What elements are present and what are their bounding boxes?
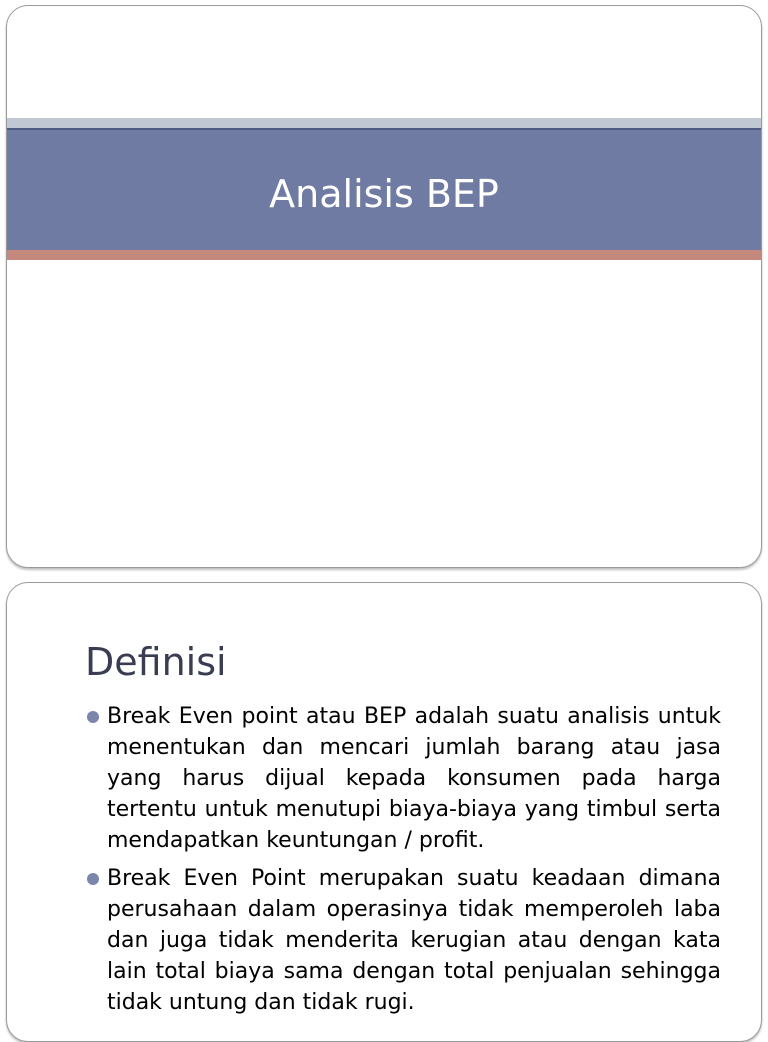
bullet-item	[85, 863, 721, 1018]
round-bullet-icon	[87, 873, 99, 885]
definition-slide	[6, 582, 762, 1042]
slide-heading: Definisi	[85, 640, 227, 684]
title-band	[7, 128, 761, 250]
bullet-list	[85, 701, 721, 1025]
title-bottom-accent-band	[7, 250, 761, 260]
bullet-item	[85, 701, 721, 856]
bullet-text: Break Even Point merupakan suatu keadaan dimana perusahaan dalam operasinya tidak memperoleh laba dan juga tidak menderita kerugian atau dengan kata lain total biaya sama dengan total penjualan sehingga tidak untung dan tidak rugi.	[107, 866, 721, 1015]
slide-title: Analisis BEP	[269, 172, 499, 216]
round-bullet-icon	[87, 711, 99, 723]
title-top-accent-band	[7, 118, 761, 128]
bullet-text: Break Even point atau BEP adalah suatu analisis untuk menentukan dan mencari jumlah barang atau jasa yang harus dijual kepada konsumen pada harga tertentu untuk menutupi biaya-biaya yang timbul serta mendapatkan keuntungan / profit.	[107, 704, 721, 853]
title-slide	[6, 5, 762, 568]
